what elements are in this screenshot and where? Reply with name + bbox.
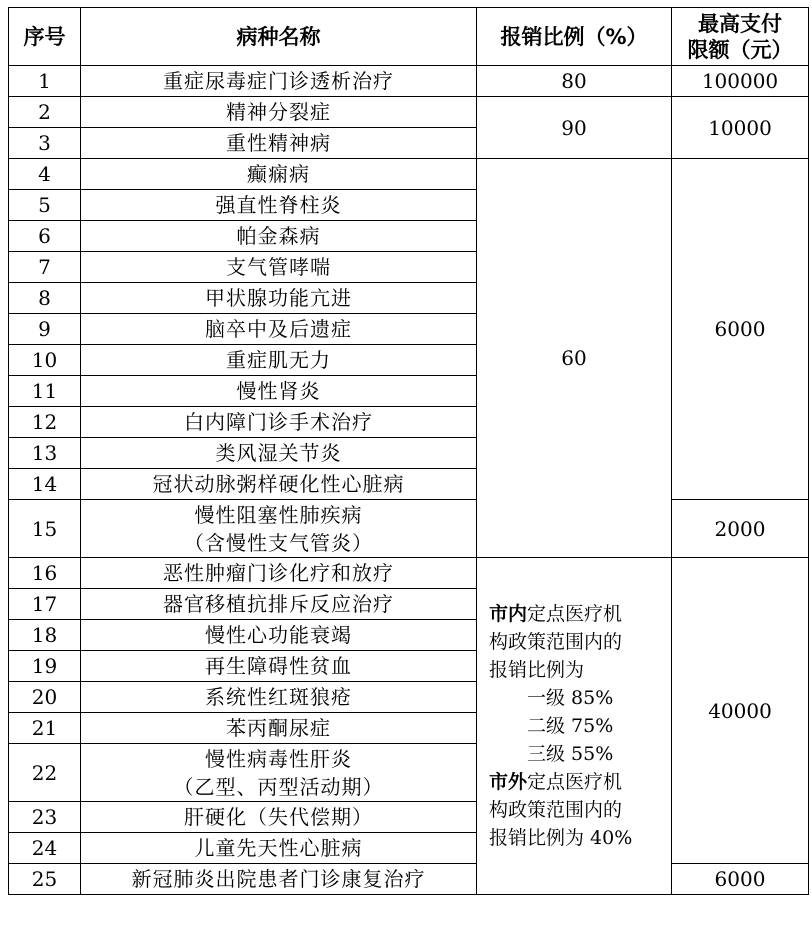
disease-name: 系统性红斑狼疮 <box>81 682 477 713</box>
row-no: 14 <box>9 469 81 500</box>
header-no: 序号 <box>9 8 81 66</box>
reimbursement-table <box>8 7 809 895</box>
ratio-cell: 60 <box>477 159 672 558</box>
header-row <box>9 8 809 66</box>
limit-cell: 100000 <box>672 66 809 97</box>
limit-cell: 6000 <box>672 159 809 500</box>
disease-name: 冠状动脉粥样硬化性心脏病 <box>81 469 477 500</box>
row-no: 1 <box>9 66 81 97</box>
row-no: 21 <box>9 713 81 744</box>
row-no: 17 <box>9 589 81 620</box>
row-no: 2 <box>9 97 81 128</box>
row-no: 12 <box>9 407 81 438</box>
row-no: 3 <box>9 128 81 159</box>
row-no: 19 <box>9 651 81 682</box>
table-row <box>9 159 809 190</box>
disease-name: 新冠肺炎出院患者门诊康复治疗 <box>81 864 477 895</box>
row-no: 25 <box>9 864 81 895</box>
city-out-line3: 报销比例为 40% <box>489 827 633 849</box>
row-no: 7 <box>9 252 81 283</box>
city-out-text1: 定点医疗机 <box>527 771 623 793</box>
table-row <box>9 500 809 558</box>
header-limit-line1: 最高支付 <box>698 11 782 36</box>
limit-cell: 2000 <box>672 500 809 558</box>
row-no: 15 <box>9 500 81 558</box>
row-no: 11 <box>9 376 81 407</box>
disease-name: 帕金森病 <box>81 221 477 252</box>
city-out-line2: 构政策范围内的 <box>489 799 623 821</box>
row-no: 20 <box>9 682 81 713</box>
level3-ratio: 三级 55% <box>527 743 614 765</box>
disease-name: 恶性肿瘤门诊化疗和放疗 <box>81 558 477 589</box>
city-in-line3: 报销比例为 <box>489 659 585 681</box>
disease-name: 精神分裂症 <box>81 97 477 128</box>
disease-name: 重性精神病 <box>81 128 477 159</box>
level1-ratio: 一级 85% <box>527 687 614 709</box>
disease-name: 慢性心功能衰竭 <box>81 620 477 651</box>
city-in-text1: 定点医疗机 <box>527 603 623 625</box>
disease-name: 类风湿关节炎 <box>81 438 477 469</box>
table-row <box>9 864 809 895</box>
row-no: 4 <box>9 159 81 190</box>
disease-name: 肝硬化（失代偿期） <box>81 802 477 833</box>
disease-name: 重症肌无力 <box>81 345 477 376</box>
ratio-block <box>477 558 672 895</box>
disease-name: 甲状腺功能亢进 <box>81 283 477 314</box>
disease-name: 再生障碍性贫血 <box>81 651 477 682</box>
city-in-line2: 构政策范围内的 <box>489 631 623 653</box>
row-no: 8 <box>9 283 81 314</box>
row-no: 5 <box>9 190 81 221</box>
disease-name: 支气管哮喘 <box>81 252 477 283</box>
disease-name: 慢性肾炎 <box>81 376 477 407</box>
ratio-cell: 80 <box>477 66 672 97</box>
disease-name: 重症尿毒症门诊透析治疗 <box>81 66 477 97</box>
limit-cell: 40000 <box>672 558 809 864</box>
disease-name: 癫痫病 <box>81 159 477 190</box>
disease-name <box>81 744 477 802</box>
row-no: 18 <box>9 620 81 651</box>
disease-name: 白内障门诊手术治疗 <box>81 407 477 438</box>
row-no: 9 <box>9 314 81 345</box>
row-no: 13 <box>9 438 81 469</box>
table-row <box>9 66 809 97</box>
row-no: 24 <box>9 833 81 864</box>
disease-name <box>81 500 477 558</box>
city-in-line1 <box>489 600 671 628</box>
ratio-cell: 90 <box>477 97 672 159</box>
disease-name: 苯丙酮尿症 <box>81 713 477 744</box>
level2-ratio: 二级 75% <box>527 715 614 737</box>
disease-name: 强直性脊柱炎 <box>81 190 477 221</box>
row-no: 10 <box>9 345 81 376</box>
row-no: 22 <box>9 744 81 802</box>
limit-cell: 6000 <box>672 864 809 895</box>
row-no: 23 <box>9 802 81 833</box>
header-limit-line2: 限额（元） <box>687 37 793 62</box>
disease-name-line2: （乙型、丙型活动期） <box>173 774 384 799</box>
row-no: 16 <box>9 558 81 589</box>
disease-name: 儿童先天性心脏病 <box>81 833 477 864</box>
header-limit <box>672 8 809 66</box>
header-disease-name: 病种名称 <box>81 8 477 66</box>
header-ratio: 报销比例（%） <box>477 8 672 66</box>
city-out-label: 市外 <box>489 771 528 793</box>
disease-name-line1: 慢性病毒性肝炎 <box>205 746 352 771</box>
disease-name-line2: （含慢性支气管炎） <box>184 530 373 555</box>
row-no: 6 <box>9 221 81 252</box>
disease-name: 脑卒中及后遗症 <box>81 314 477 345</box>
table-row <box>9 97 809 128</box>
disease-name-line1: 慢性阻塞性肺疾病 <box>194 502 363 527</box>
city-out-line1 <box>489 768 671 796</box>
city-in-label: 市内 <box>489 603 528 625</box>
limit-cell: 10000 <box>672 97 809 159</box>
table-row <box>9 558 809 589</box>
disease-name: 器官移植抗排斥反应治疗 <box>81 589 477 620</box>
